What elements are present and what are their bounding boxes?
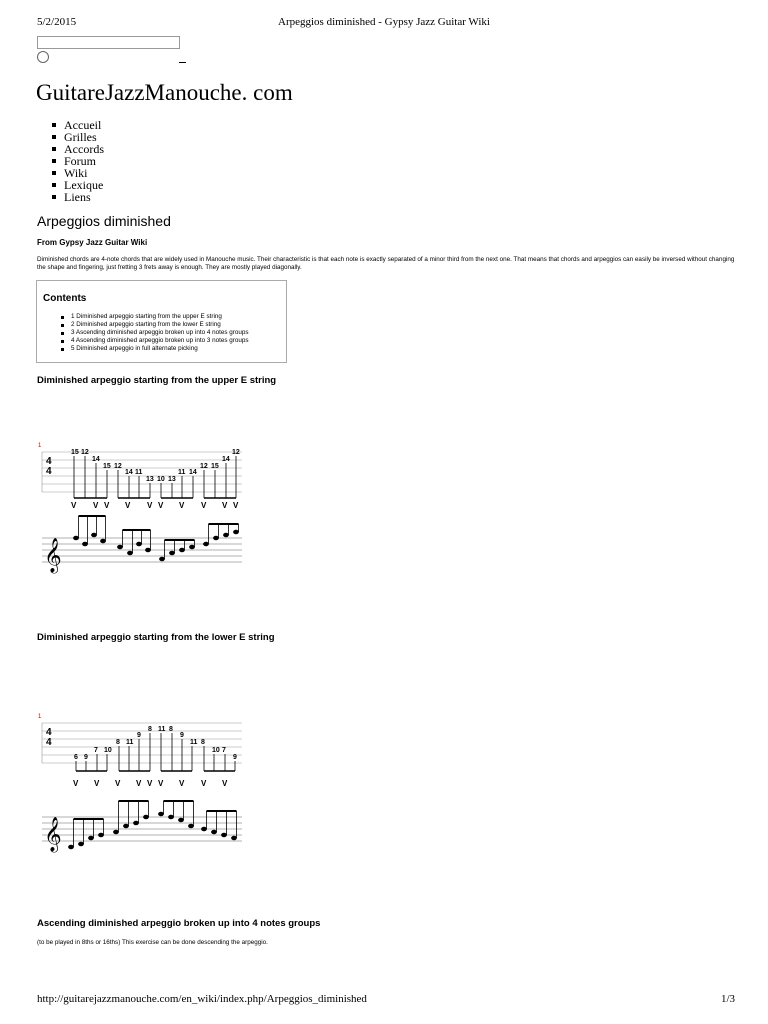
picking-mark: V <box>93 501 99 510</box>
nav-item-wiki[interactable]: Wiki <box>50 167 104 179</box>
time-signature-bottom: 4 <box>46 737 52 748</box>
tab-fret-label: 11 <box>190 739 198 746</box>
picking-mark: V <box>104 501 110 510</box>
tab-fret-label: 13 <box>146 476 154 483</box>
picking-mark: V <box>158 779 164 788</box>
tab-fret-label: 14 <box>189 469 197 476</box>
staff-notes <box>74 516 239 561</box>
page-title: Arpeggios diminished <box>37 213 171 229</box>
tab-fret-label: 10 <box>212 747 220 754</box>
tab-fret-label: 8 <box>116 739 120 746</box>
bullet-icon <box>52 171 56 175</box>
bullet-icon <box>61 332 64 335</box>
intro-paragraph: Diminished chords are 4-note chords that are widely used in Manouche music. Their characteristic is that each note is exactly separated of a minor third from the next one. That means that chords and arpeggios can easily be inversed without changing the shape and fingering, just fretting 3 frets away is enough. They are mostly played diagonally. <box>37 256 735 271</box>
time-signature-top: 4 <box>46 456 52 467</box>
tab-fret-label: 15 <box>71 449 79 456</box>
section-heading: Diminished arpeggio starting from the lower E string <box>37 632 275 643</box>
picking-mark: V <box>201 501 207 510</box>
music-staff <box>42 538 242 562</box>
treble-clef-icon: 𝄞 <box>44 818 62 851</box>
print-date: 5/2/2015 <box>37 16 77 28</box>
page-number: 1/3 <box>721 993 736 1005</box>
bullet-icon <box>61 324 64 327</box>
picking-mark: V <box>179 501 185 510</box>
bullet-icon <box>52 195 56 199</box>
section-heading: Diminished arpeggio starting from the upper E string <box>37 375 277 386</box>
score-image-2 <box>36 711 246 851</box>
tab-staff <box>42 723 242 763</box>
tab-fret-label: 15 <box>103 463 111 470</box>
toc-item[interactable]: 1 Diminished arpeggio starting from the upper E string <box>61 313 248 321</box>
tab-fret-label: 11 <box>126 739 134 746</box>
toc-item[interactable]: 4 Ascending diminished arpeggio broken up into 3 notes groups <box>61 337 248 345</box>
picking-mark: V <box>147 501 153 510</box>
picking-mark: V <box>71 501 77 510</box>
tab-fret-label: 8 <box>169 726 173 733</box>
measure-number: 1 <box>38 443 42 449</box>
picking-mark: V <box>73 779 79 788</box>
tab-fret-label: 12 <box>200 463 208 470</box>
score-image-1 <box>36 440 246 580</box>
tab-fret-label: 10 <box>157 476 165 483</box>
bullet-icon <box>52 123 56 127</box>
radio-button[interactable] <box>37 51 49 63</box>
tab-fret-label: 9 <box>233 754 237 761</box>
exercise-note: (to be played in 8ths or 16ths) This exercise can be done descending the arpeggio. <box>37 939 268 946</box>
measure-number: 1 <box>38 714 42 720</box>
picking-mark: V <box>158 501 164 510</box>
picking-mark: V <box>222 779 228 788</box>
toc-item[interactable]: 2 Diminished arpeggio starting from the lower E string <box>61 321 248 329</box>
bullet-icon <box>52 147 56 151</box>
tab-fret-label: 9 <box>84 754 88 761</box>
nav-item-forum[interactable]: Forum <box>50 155 104 167</box>
music-staff <box>42 817 242 841</box>
nav-item-lexique[interactable]: Lexique <box>50 179 104 191</box>
tab-fret-label: 6 <box>74 754 78 761</box>
bullet-icon <box>52 159 56 163</box>
time-signature-bottom: 4 <box>46 466 52 477</box>
page-url: http://guitarejazzmanouche.com/en_wiki/index.php/Arpeggios_diminished <box>37 993 367 1005</box>
nav-item-accueil[interactable]: Accueil <box>50 119 104 131</box>
tab-fret-label: 15 <box>211 463 219 470</box>
main-nav <box>50 119 104 203</box>
picking-mark: V <box>222 501 228 510</box>
page-source: From Gypsy Jazz Guitar Wiki <box>37 238 148 247</box>
picking-mark: V <box>233 501 239 510</box>
bullet-icon <box>61 348 64 351</box>
bullet-icon <box>52 135 56 139</box>
section-heading: Ascending diminished arpeggio broken up into 4 notes groups <box>37 918 321 929</box>
picking-mark: V <box>201 779 207 788</box>
bullet-icon <box>61 316 64 319</box>
bullet-icon <box>61 340 64 343</box>
nav-item-liens[interactable]: Liens <box>50 191 104 203</box>
tab-fret-label: 10 <box>104 747 112 754</box>
tab-fret-label: 7 <box>94 747 98 754</box>
nav-item-grilles[interactable]: Grilles <box>50 131 104 143</box>
tab-fret-label: 11 <box>135 469 143 476</box>
tab-fret-label: 14 <box>92 456 100 463</box>
tab-fret-label: 11 <box>158 726 166 733</box>
tab-fret-label: 14 <box>125 469 133 476</box>
nav-item-accords[interactable]: Accords <box>50 143 104 155</box>
divider <box>179 62 186 63</box>
tab-fret-label: 12 <box>81 449 89 456</box>
search-input[interactable] <box>37 36 180 49</box>
picking-mark: V <box>147 779 153 788</box>
tab-fret-label: 9 <box>180 732 184 739</box>
tab-fret-label: 11 <box>178 469 186 476</box>
treble-clef-icon: 𝄞 <box>44 539 62 572</box>
toc-item[interactable]: 5 Diminished arpeggio in full alternate picking <box>61 345 248 353</box>
tab-fret-label: 14 <box>222 456 230 463</box>
print-page-title: Arpeggios diminished - Gypsy Jazz Guitar Wiki <box>278 16 490 28</box>
tab-fret-label: 8 <box>148 726 152 733</box>
tab-fret-label: 9 <box>137 732 141 739</box>
time-signature-top: 4 <box>46 727 52 738</box>
tab-fret-label: 8 <box>201 739 205 746</box>
picking-mark: V <box>94 779 100 788</box>
picking-mark: V <box>136 779 142 788</box>
table-of-contents <box>36 280 287 363</box>
picking-mark: V <box>125 501 131 510</box>
tab-fret-label: 13 <box>168 476 176 483</box>
toc-item[interactable]: 3 Ascending diminished arpeggio broken up into 4 notes groups <box>61 329 248 337</box>
tab-fret-label: 7 <box>222 747 226 754</box>
picking-mark: V <box>115 779 121 788</box>
tab-fret-label: 12 <box>232 449 240 456</box>
toc-title: Contents <box>43 293 87 304</box>
site-title[interactable]: GuitareJazzManouche. com <box>36 80 293 105</box>
picking-marks <box>71 501 239 510</box>
bullet-icon <box>52 183 56 187</box>
staff-notes <box>69 801 237 849</box>
tab-fret-label: 12 <box>114 463 122 470</box>
picking-marks <box>73 779 228 788</box>
picking-mark: V <box>179 779 185 788</box>
